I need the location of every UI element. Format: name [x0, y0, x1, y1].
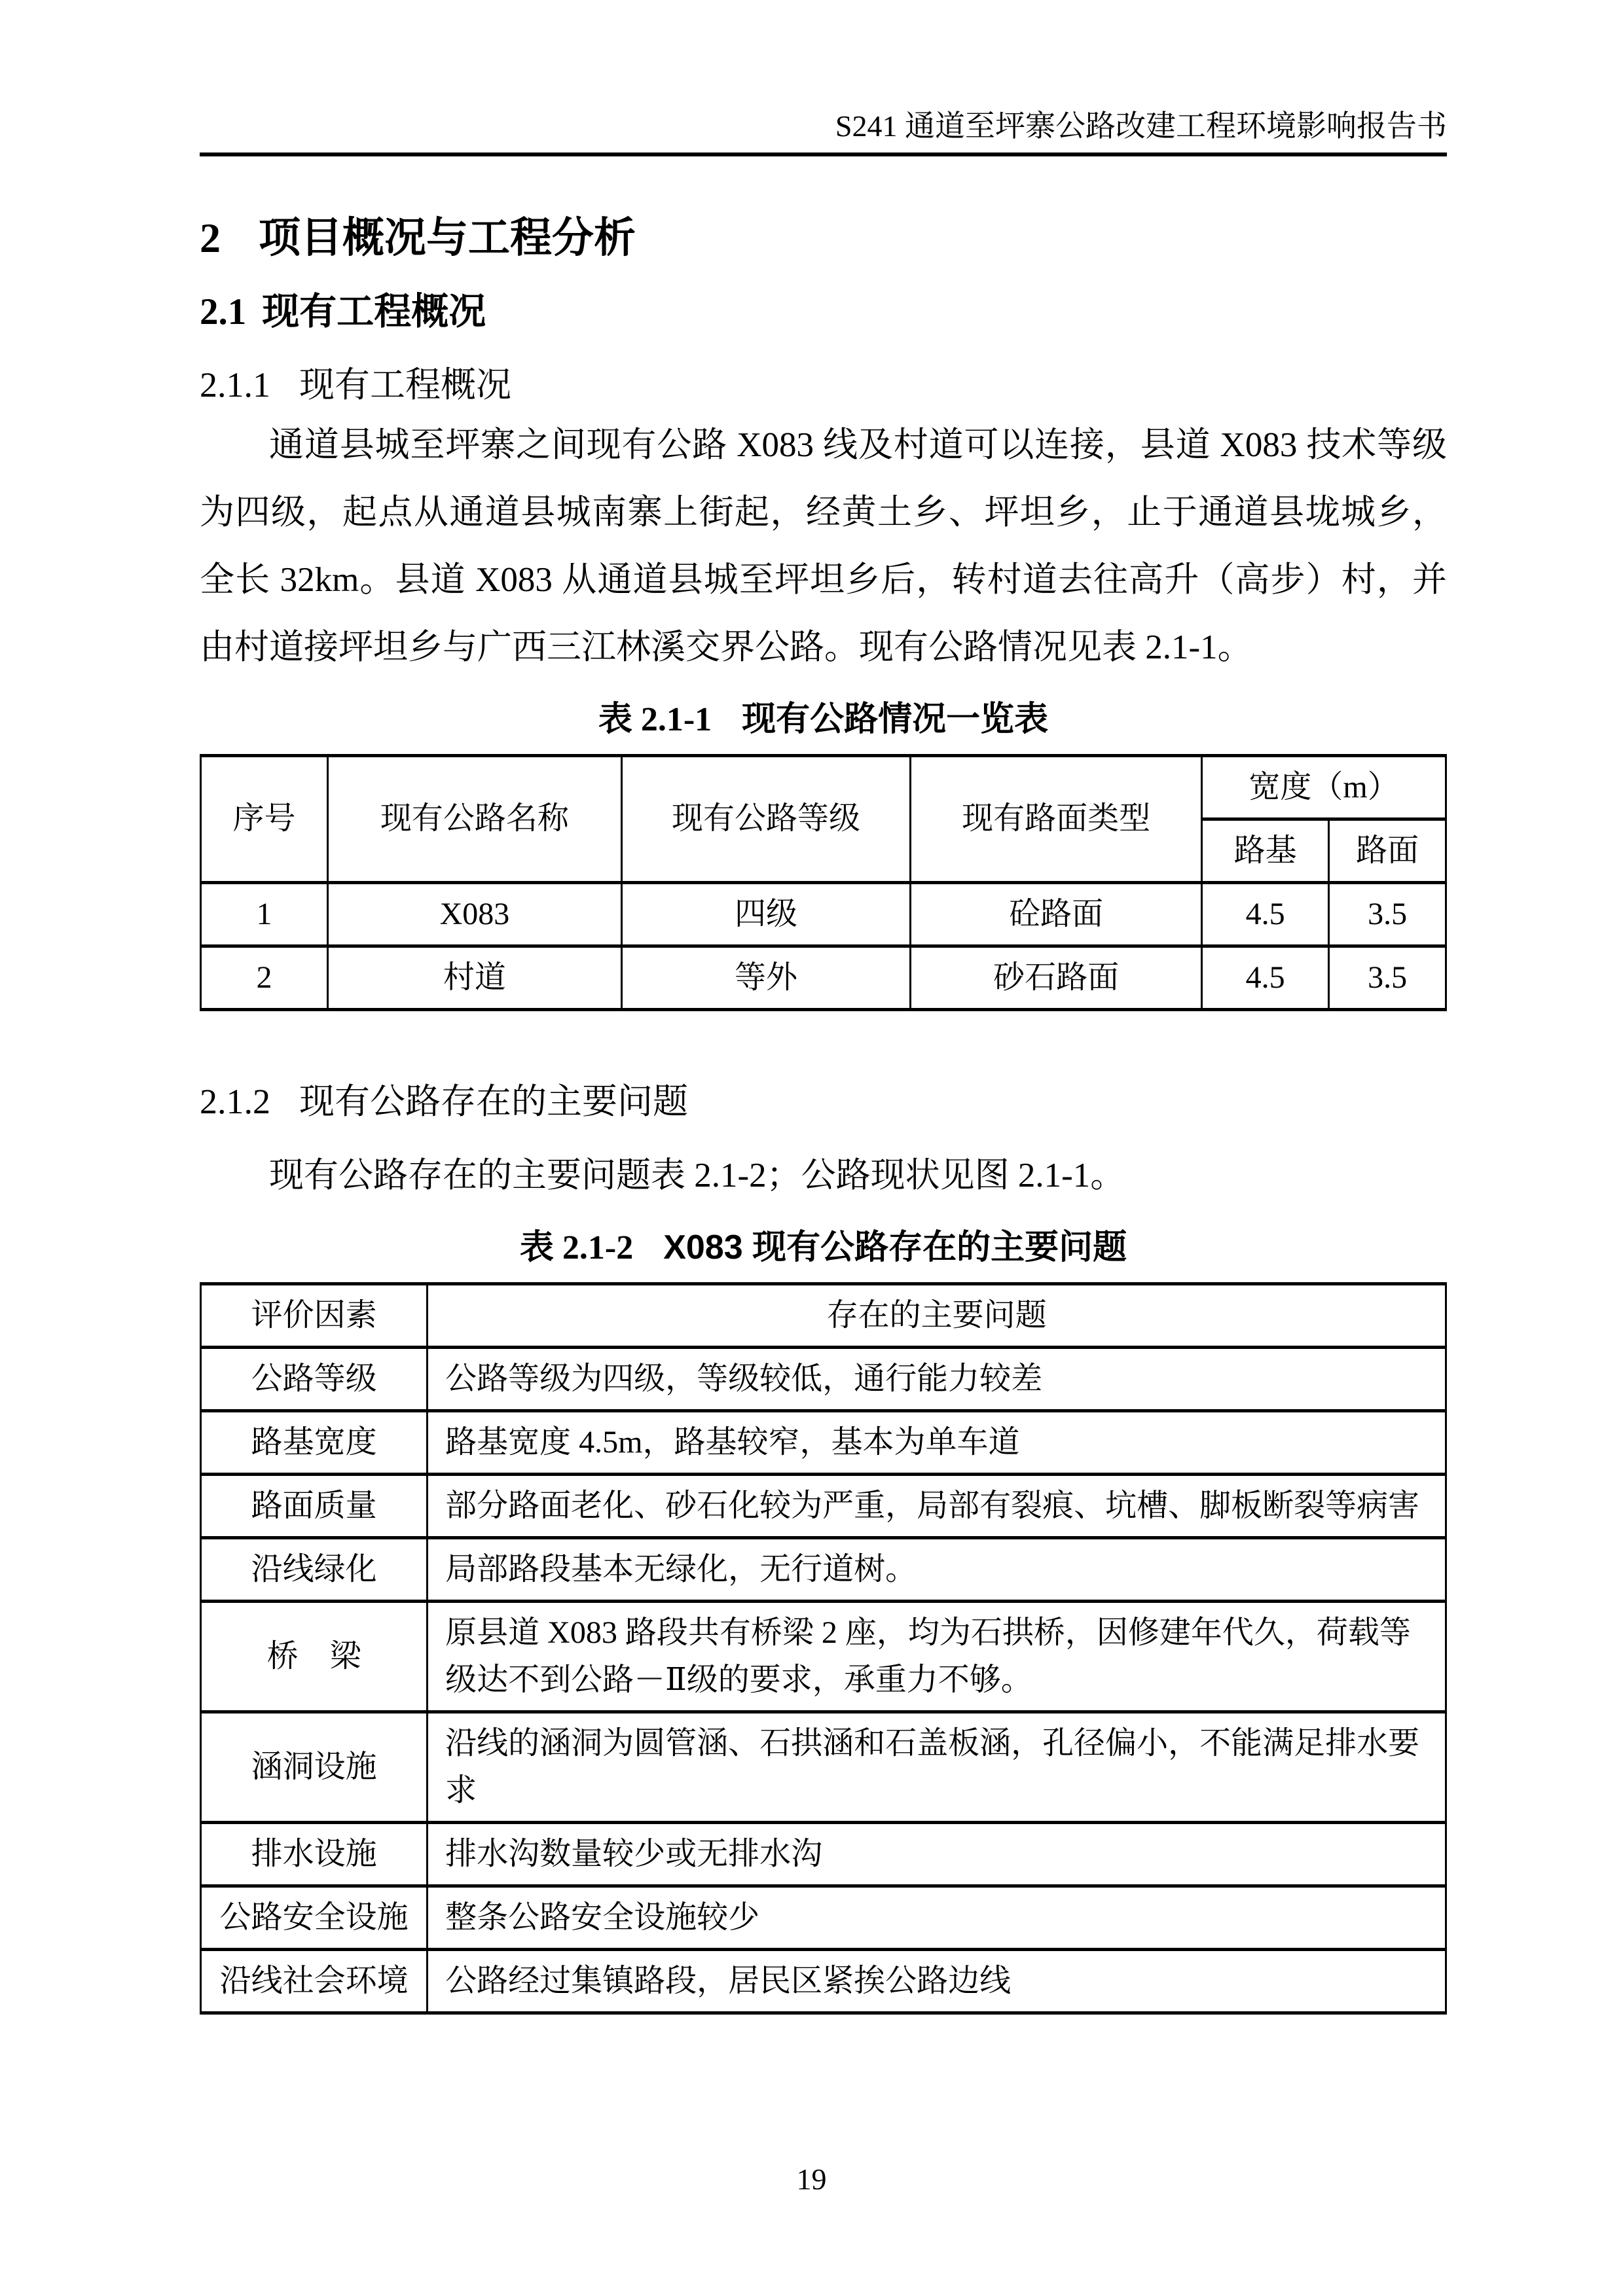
table-row	[201, 1348, 1446, 1411]
heading-chapter	[200, 214, 1447, 262]
cell-no: 2	[201, 946, 328, 1009]
table-row	[201, 1712, 1446, 1823]
cell-no: 1	[201, 882, 328, 946]
paragraph-problems-intro: 现有公路存在的主要问题表 2.1-2；公路现状见图 2.1-1。	[269, 1157, 1125, 1195]
cell-problem: 沿线的涵洞为圆管涵、石拱涵和石盖板涵，孔径偏小，不能满足排水要求	[428, 1712, 1446, 1823]
cell-grade: 等外	[621, 946, 910, 1009]
heading-section-2-1-title: 现有工程概况	[262, 291, 486, 333]
cell-factor: 路基宽度	[201, 1411, 428, 1475]
table1-header-subgrade: 路基	[1202, 819, 1329, 882]
cell-factor: 沿线绿化	[201, 1538, 428, 1602]
cell-factor: 公路安全设施	[201, 1886, 428, 1950]
cell-problem: 整条公路安全设施较少	[428, 1886, 1446, 1950]
heading-chapter-number: 2	[200, 214, 221, 261]
table-row	[201, 1950, 1446, 2013]
heading-section-2-1-1-title: 现有工程概况	[299, 365, 511, 404]
heading-section-2-1-2	[200, 1081, 1447, 1123]
cell-pavement: 3.5	[1329, 946, 1446, 1009]
spacer	[200, 1011, 1447, 1050]
table-row	[201, 1886, 1446, 1950]
table-existing-road-overview	[200, 754, 1447, 1011]
cell-factor: 公路等级	[201, 1348, 428, 1411]
running-header: S241 通道至坪寨公路改建工程环境影响报告书	[835, 109, 1447, 143]
cell-factor: 排水设施	[201, 1823, 428, 1886]
table2-header-problem: 存在的主要问题	[428, 1284, 1446, 1348]
table-row	[201, 1602, 1446, 1712]
table2-caption-label: 表 2.1-2	[519, 1229, 634, 1267]
cell-problem: 原县道 X083 路段共有桥梁 2 座，均为石拱桥，因修建年代久，荷载等级达不到公路－Ⅱ级的要求，承重力不够。	[428, 1602, 1446, 1712]
heading-section-2-1-2-title: 现有公路存在的主要问题	[299, 1081, 688, 1121]
table-row	[201, 882, 1446, 946]
cell-surface: 砂石路面	[911, 946, 1202, 1009]
cell-factor: 涵洞设施	[201, 1712, 428, 1823]
table1-caption	[200, 698, 1447, 741]
cell-problem: 部分路面老化、砂石化较为严重，局部有裂痕、坑槽、脚板断裂等病害	[428, 1475, 1446, 1538]
heading-chapter-title: 项目概况与工程分析	[259, 213, 636, 261]
table1-header-grade: 现有公路等级	[621, 755, 910, 882]
table-existing-road-problems	[200, 1282, 1447, 2015]
cell-problem: 排水沟数量较少或无排水沟	[428, 1823, 1446, 1886]
table1-caption-title: 现有公路情况一览表	[742, 700, 1049, 738]
cell-problem: 公路等级为四级，等级较低，通行能力较差	[428, 1348, 1446, 1411]
table1-header-name: 现有公路名称	[328, 755, 622, 882]
table1-header-no: 序号	[201, 755, 328, 882]
table-row	[201, 946, 1446, 1009]
cell-surface: 砼路面	[911, 882, 1202, 946]
cell-problem: 局部路段基本无绿化，无行道树。	[428, 1538, 1446, 1602]
table1-header-surface: 现有路面类型	[911, 755, 1202, 882]
header-rule	[200, 152, 1447, 156]
cell-name: X083	[328, 882, 622, 946]
cell-subgrade: 4.5	[1202, 946, 1329, 1009]
cell-factor: 桥 梁	[201, 1602, 428, 1712]
table-row	[201, 1411, 1446, 1475]
cell-factor: 路面质量	[201, 1475, 428, 1538]
heading-section-2-1-2-number: 2.1.2	[200, 1081, 270, 1121]
cell-problem: 路基宽度 4.5m，路基较窄，基本为单车道	[428, 1411, 1446, 1475]
heading-section-2-1-1-number: 2.1.1	[200, 365, 270, 404]
table-row	[201, 755, 1446, 819]
table-row	[201, 1538, 1446, 1602]
table2-caption	[200, 1227, 1447, 1269]
paragraph-existing-road-overview: 通道县城至坪寨之间现有公路 X083 线及村道可以连接，县道 X083 技术等级为四级，起点从通道县城南寨上街起，经黄土乡、坪坦乡，止于通道县垅城乡，全长 32km。县道 X083 从通道县城至坪坦乡后，转村道去往高升（高步）村，并由村道接坪坦乡与广西三江林溪交界公路。现有公路情况见表 2.1-1。	[200, 425, 1447, 666]
cell-factor: 沿线社会环境	[201, 1950, 428, 2013]
table2-caption-title: X083 现有公路存在的主要问题	[663, 1229, 1127, 1267]
table-row	[201, 1284, 1446, 1348]
table1-caption-label: 表 2.1-1	[598, 700, 712, 738]
cell-problem: 公路经过集镇路段，居民区紧挨公路边线	[428, 1950, 1446, 2013]
page-content	[200, 0, 1447, 2015]
table-row	[201, 1823, 1446, 1886]
table2-header-factor: 评价因素	[201, 1284, 428, 1348]
page-number: 19	[796, 2162, 827, 2196]
cell-subgrade: 4.5	[1202, 882, 1329, 946]
heading-section-2-1-number: 2.1	[200, 291, 247, 333]
table1-header-width: 宽度（m）	[1202, 755, 1446, 819]
heading-section-2-1-1	[200, 364, 1447, 406]
cell-pavement: 3.5	[1329, 882, 1446, 946]
cell-name: 村道	[328, 946, 622, 1009]
table1-header-pavement: 路面	[1329, 819, 1446, 882]
table-row	[201, 1475, 1446, 1538]
heading-section-2-1	[200, 291, 1447, 334]
cell-grade: 四级	[621, 882, 910, 946]
